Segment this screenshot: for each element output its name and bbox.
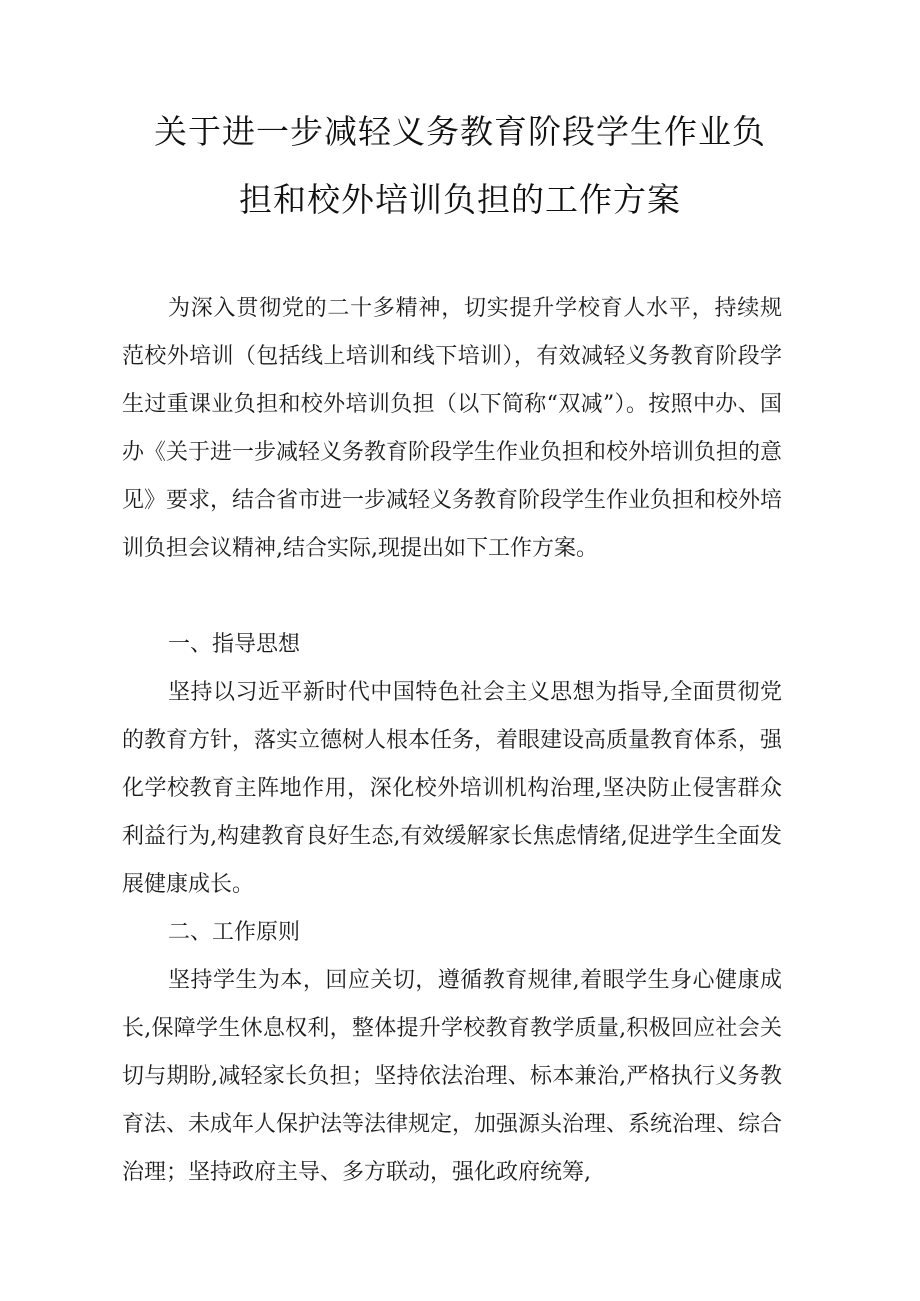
document-title-line-2: 担和校外培训负担的工作方案: [239, 180, 681, 219]
paragraph-guiding-ideology: 坚持以习近平新时代中国特色社会主义思想为指导,全面贯彻党的教育方针，落实立德树人根本任务，着眼建设高质量教育体系，强化学校教育主阵地作用，深化校外培训机构治理,坚决防止侵害群众利益行为,构建教育良好生态,有效缓解家长焦虑情绪,促进学生全面发展健康成长。: [122, 680, 783, 897]
paragraph-working-principles: 坚持学生为本，回应关切，遵循教育规律,着眼学生身心健康成长,保障学生休息权利，整体提升学校教育教学质量,积极回应社会关切与期盼,减轻家长负担；坚持依法治理、标本兼治,严格执行义务教育法、未成年人保护法等法律规定，加强源头治理、系统治理、综合治理；坚持政府主导、多方联动，强化政府统筹,: [122, 968, 783, 1185]
section-heading-guiding-ideology: 一、指导思想: [168, 632, 301, 657]
document-title-line-1: 关于进一步减轻义务教育阶段学生作业负: [154, 112, 766, 151]
paragraph-introduction: 为深入贯彻党的二十多精神，切实提升学校育人水平，持续规范校外培训（包括线上培训和线下培训），有效减轻义务教育阶段学生过重课业负担和校外培训负担（以下简称“双减”）。按照中办、国办《关于进一步减轻义务教育阶段学生作业负担和校外培训负担的意见》要求，结合省市进一步减轻义务教育阶段学生作业负担和校外培训负担会议精神,结合实际,现提出如下工作方案。: [122, 296, 783, 561]
section-heading-working-principles: 二、工作原则: [168, 920, 301, 945]
